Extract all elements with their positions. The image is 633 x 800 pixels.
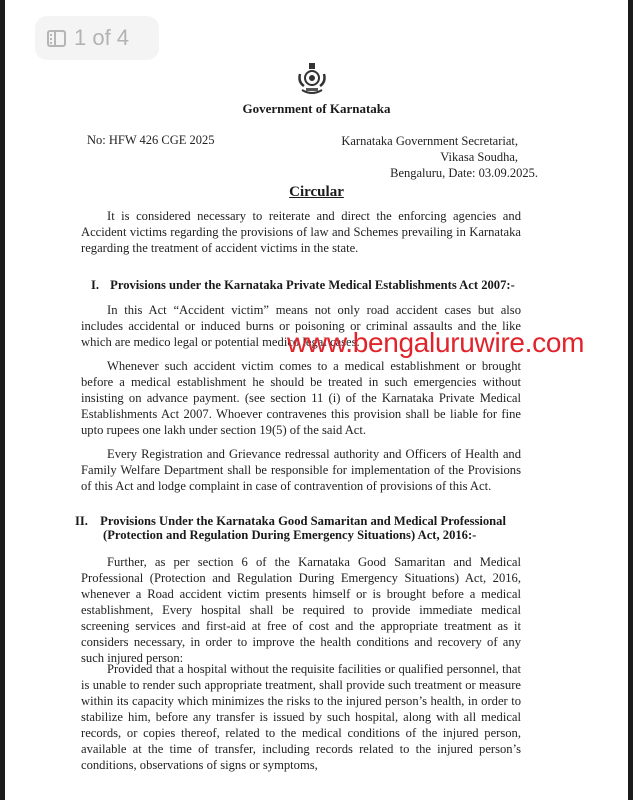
section-2-heading: [75, 514, 506, 542]
section-1-p2-text: Whenever such accident victim comes to a medical establishment or brought before a medical establishment he should be treated in such emergencies without insisting on advance payment. (see section 11 (i) of the Karnataka Private Medical Establishments Act 2007. Whoever contravenes this provision shall be liable for fine upto rupees one lakh under section 19(5) of the said Act.: [81, 359, 521, 437]
section-1-p1-text: In this Act “Accident victim” means not only road accident cases but also includes accidental or induced burns or poisoning or criminal assaults and the like which are medico legal or potential medico legal cases.: [81, 303, 521, 349]
section-2-number: II.: [75, 514, 88, 528]
sidebar-toggle-icon[interactable]: [47, 30, 66, 47]
section-2-title-line: (Protection and Regulation During Emergency Situations) Act, 2016:-: [103, 528, 477, 542]
section-1-heading: [91, 278, 515, 292]
section-1-p3-text: Every Registration and Grievance redressal authority and Officers of Health and Family Welfare Department shall be responsible for implementation of the Provisions of this Act and lodge complaint in case of contravention of provisions of this Act.: [81, 447, 521, 493]
section-1-paragraph: [81, 446, 521, 494]
address-line: Karnataka Government Secretariat,: [341, 134, 518, 148]
section-2-p1-text: Further, as per section 6 of the Karnataka Good Samaritan and Medical Professional (Protection and Regulation During Emergency Situations) Act, 2016, whenever a Road accident victim presents himself or is brought before a medical establishment, Every hospital shall be required to provide immediate medical screening services and first-aid at free of cost and the appropriate treatment as it considers necessary, in order to improve the health conditions and recovery of any such injured person:: [81, 555, 521, 665]
page-count-label: 1 of 4: [74, 25, 130, 50]
section-1-paragraph: [81, 358, 521, 438]
section-2-paragraph: [81, 554, 521, 666]
watermark: www.bengaluruwire.com: [287, 327, 585, 358]
intro-text: It is considered necessary to reiterate and direct the enforcing agencies and Accident victims regarding the provisions of law and Schemes prevailing in Karnataka regarding the treatment of accident victims in the state.: [81, 209, 521, 255]
address-line: Vikasa Soudha,: [440, 150, 518, 164]
address-date-line: Bengaluru, Date: 03.09.2025.: [390, 166, 538, 180]
state-emblem-icon: [294, 62, 330, 98]
section-1-number: I.: [91, 278, 100, 292]
issuing-address: [341, 133, 538, 181]
section-2-title-line: Provisions Under the Karnataka Good Samaritan and Medical Professional: [100, 514, 506, 528]
reference-number: No: HFW 426 CGE 2025: [87, 133, 215, 147]
intro-paragraph: [81, 208, 521, 256]
government-title: Government of Karnataka: [242, 101, 391, 116]
page-indicator[interactable]: [35, 16, 159, 60]
section-2-paragraph: [81, 661, 521, 773]
section-1-title: Provisions under the Karnataka Private Medical Establishments Act 2007:-: [110, 278, 515, 292]
circular-title: Circular: [289, 184, 344, 200]
document-page: [5, 0, 628, 800]
section-2-p2-text: Provided that a hospital without the requisite facilities or qualified personnel, that is unable to render such appropriate treatment, shall provide such treatment or measure within its capacity which minimizes the risks to the injured person’s health, in order to stabilize him, before any transfer is issued by such hospital, along with all medical records, or copies thereof, related to the medical conditions of the injured person, available at the time of transfer, including records related to the injured person’s conditions, observations of signs or symptoms,: [81, 662, 521, 772]
